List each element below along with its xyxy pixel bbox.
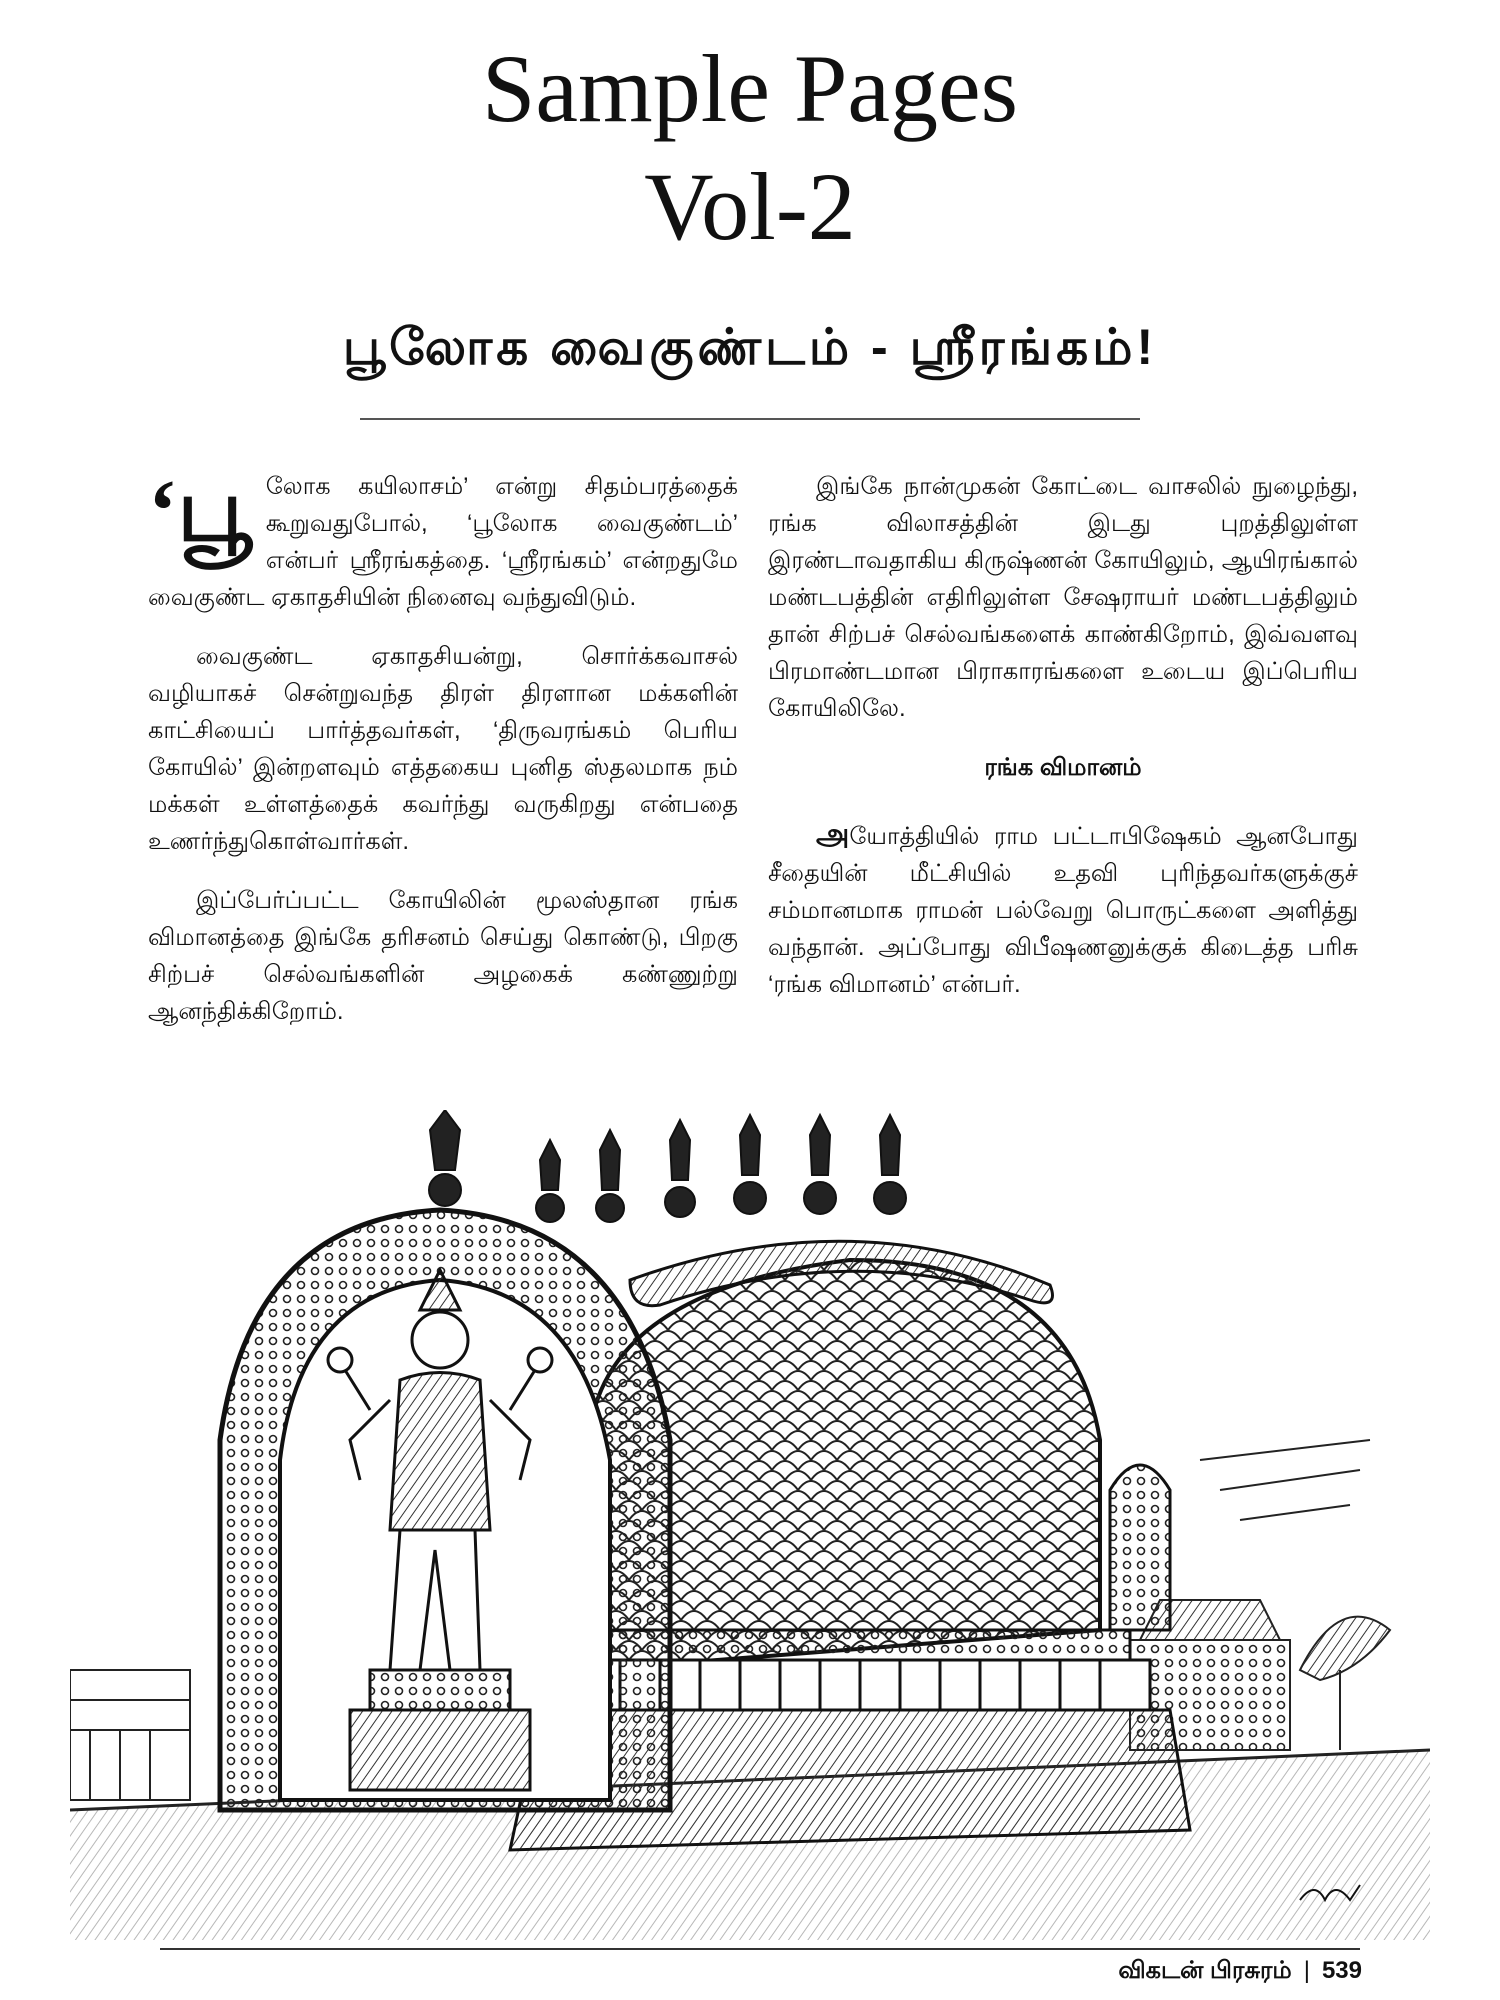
lead-letter: அ [816, 818, 850, 851]
page-footer [1118, 1957, 1362, 1987]
footer-divider [160, 1948, 1360, 1950]
banner-line-1: Sample Pages [482, 35, 1018, 142]
right-column [768, 468, 1358, 1025]
paragraph: இப்பேர்ப்பட்ட கோயிலின் மூலஸ்தான ரங்க விமானத்தை இங்கே தரிசனம் செய்து கொண்டு, பிறகு சிற்பச் செல்வங்களின் அழகைக் கண்ணுற்று ஆனந்திக்கிறோம். [148, 887, 738, 1025]
banner [0, 30, 1500, 266]
section-subheading: ரங்க விமானம் [984, 754, 1142, 781]
paragraph [768, 816, 1358, 1003]
banner-line-2: Vol-2 [644, 153, 856, 260]
footer-separator: | [1303, 1957, 1310, 1984]
title-divider [360, 418, 1140, 420]
left-column [148, 463, 738, 1052]
paragraph-text: லோக கயிலாசம்’ என்று சிதம்பரத்தைக் கூறுவதுபோல், ‘பூலோக வைகுண்டம்’ என்பர் ஸ்ரீரங்கத்தை. ‘ஸ்ரீரங்கம்’ என்றதுமே வைகுண்ட ஏகாதசியின் நினைவு வந்துவிடும். [148, 473, 738, 611]
paragraph [148, 463, 738, 616]
publisher-name: விகடன் பிரசுரம் [1118, 1957, 1292, 1984]
drop-cap: ‘பூ [148, 463, 252, 560]
page-number: 539 [1321, 1957, 1362, 1984]
paragraph: வைகுண்ட ஏகாதசியன்று, சொர்க்கவாசல் வழியாகச் சென்றுவந்த திரள் திரளான மக்களின் காட்சியைப் பார்த்தவர்கள், ‘திருவரங்கம் பெரிய கோயில்’ இன்றளவும் எத்தகைய புனித ஸ்தலமாக நம் மக்கள் உள்ளத்தைக் கவர்ந்து வருகிறது என்பதை உணர்ந்துகொள்வார்கள். [148, 643, 738, 855]
paragraph-text: யோத்தியில் ராம பட்டாபிஷேகம் ஆனபோது சீதையின் மீட்சியில் உதவி புரிந்தவர்களுக்குச் சம்மானமாக ராமன் பல்வேறு பொருட்களை அளித்து வந்தான். அப்போது விபீஷணனுக்குக் கிடைத்த பரிசு ‘ரங்க விமானம்’ என்பர். [768, 823, 1358, 998]
chapter-title: பூலோக வைகுண்டம் - ஸ்ரீரங்கம்! [342, 319, 1158, 375]
paragraph: இங்கே நான்முகன் கோட்டை வாசலில் நுழைந்து, ரங்க விலாசத்தின் இடது புறத்திலுள்ள இரண்டாவதாகிய கிருஷ்ணன் கோயிலும், ஆயிரங்கால் மண்டபத்தின் எதிரிலுள்ள சேஷராயர் மண்டபத்திலும் தான் சிற்பச் செல்வங்களைக் காண்கிறோம், இவ்வளவு பிரமாண்டமான பிராகாரங்களை உடைய இப்பெரிய கோயிலிலே. [768, 473, 1358, 722]
temple-vimana-sketch-icon [70, 1110, 1430, 1940]
